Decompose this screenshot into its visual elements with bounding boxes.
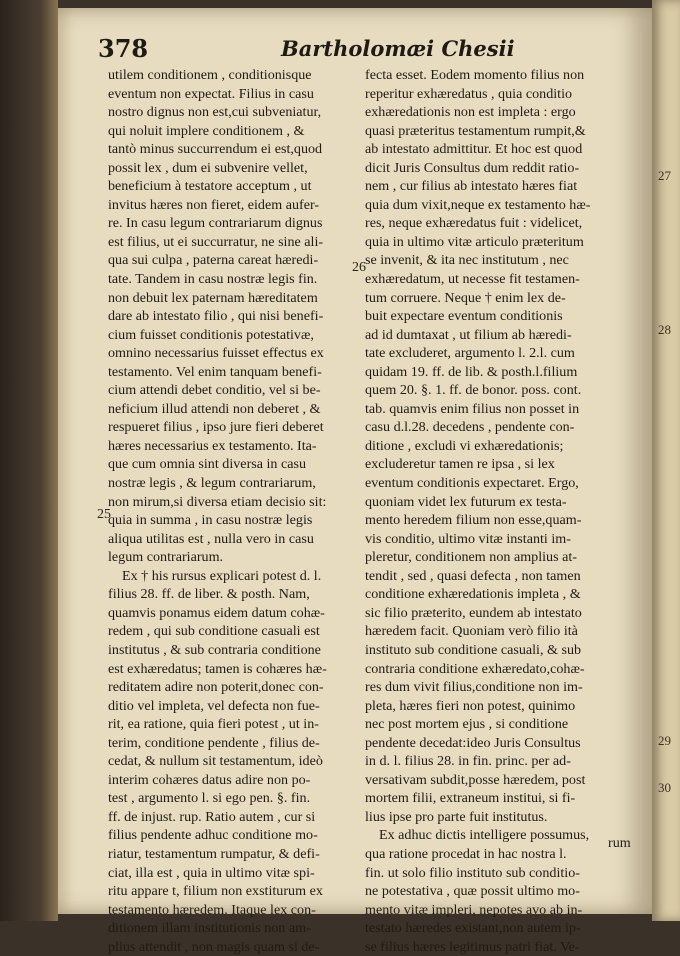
- text-line: res, neque exhæredatus fuit : videlicet,: [365, 215, 583, 232]
- text-line: ditione , excludi vi exhæredationis;: [365, 437, 564, 454]
- margin-number: 26: [352, 260, 366, 275]
- text-line: dicit Juris Consultus dum reddit ratio-: [365, 159, 580, 176]
- text-line: tendit , sed , quasi defecta , non tamen: [365, 567, 581, 584]
- text-line: quamvis ponamus eidem datum cohæ-: [108, 604, 325, 621]
- page-number: 378: [98, 34, 149, 63]
- text-line: tab. quamvis enim filius non posset in: [365, 400, 580, 417]
- text-line: reditatem adire non poterit,donec con-: [108, 679, 324, 696]
- text-line: ab intestato admittitur. Et hoc est quod: [365, 141, 583, 158]
- text-line: ff. de injust. rup. Ratio autem , cur si: [108, 808, 316, 825]
- text-line: test , argumento l. si ego pen. §. fin.: [108, 790, 311, 807]
- text-line: versativam subdit,posse hæredem, post: [365, 771, 586, 788]
- text-line: nostro dignus non est,cui subveniatur,: [108, 104, 322, 121]
- text-line: testato hæredes existant,non autem ip-: [365, 920, 581, 937]
- page-header: [98, 34, 568, 70]
- text-line: est exhæredatus; tamen is cohæres hæ-: [108, 660, 327, 677]
- text-line: eventum conditionis expectaret. Ergo,: [365, 475, 579, 492]
- text-line: tate excluderet, argumento l. 2.l. cum: [365, 345, 575, 362]
- text-line: eventum non expectat. Filius in casu: [108, 85, 314, 102]
- text-line: ditio vel impleta, vel defecta non fue-: [108, 697, 320, 714]
- text-line: ditionem illam institutionis non am-: [108, 920, 311, 937]
- catchword: rum: [608, 835, 631, 851]
- text-line: buit expectare eventum conditionis: [365, 308, 563, 325]
- text-line: fecta esset. Eodem momento filius non: [365, 67, 585, 83]
- text-line: tate. Tandem in casu nostræ legis fin.: [108, 271, 318, 288]
- text-line: Ex † his rursus explicari potest d. l.: [122, 567, 322, 584]
- margin-number: 25: [97, 507, 111, 522]
- text-line: pendente decedat:ideo Juris Consultus: [365, 734, 581, 751]
- text-line: quoniam videt lex futurum ex testa-: [365, 493, 567, 510]
- text-line: beneficium à testatore acceptum , ut: [108, 178, 312, 195]
- text-line: in d. l. filius 28. in fin. princ. per ad-: [365, 753, 571, 770]
- text-line: qua ratione procedat in hac nostra l.: [365, 845, 567, 862]
- text-line: mortem filii, extraneum institui, si fi-: [365, 790, 576, 807]
- text-line: non debuit lex paternam hæreditatem: [108, 289, 318, 306]
- text-line: reperitur exhæredatus , quia conditio: [365, 85, 573, 102]
- text-line: excluderetur tamen re ipsa , si lex: [365, 456, 555, 473]
- text-line: possit lex , dum ei subvenire vellet,: [108, 159, 308, 176]
- text-line: aliqua utilitas est , nulla vero in casu: [108, 530, 314, 547]
- text-line: vis conditio, ultimo vitæ instanti im-: [365, 530, 571, 547]
- right-column: [365, 66, 647, 956]
- text-line: ne potestativa , quæ possit ultimo mo-: [365, 883, 580, 900]
- text-line: utilem conditionem , conditionisque: [108, 67, 312, 83]
- text-line: tantò minus succurrendum ei est,quod: [108, 141, 323, 158]
- text-line: plius attendit , non magis quam si de-: [108, 938, 320, 955]
- side-number: 28: [658, 322, 671, 337]
- text-line: nec post mortem ejus , si conditione: [365, 716, 569, 733]
- text-line: conditione exhæredationis impleta , &: [365, 586, 581, 603]
- text-line: mento heredem filium non esse,quam-: [365, 512, 582, 529]
- text-line: respueret filius , ipso jure fieri deberet: [108, 419, 324, 436]
- text-line: pleta, hæres fieri non potest, quinimo: [365, 697, 576, 714]
- text-line: hæres necessarius ex testamento. Ita-: [108, 437, 317, 454]
- side-number: 29: [658, 733, 671, 748]
- text-line: se filius hæres legitimus patri fiat. Ve-: [365, 938, 580, 955]
- text-line: quia dum vixit,neque ex testamento hæ-: [365, 196, 591, 213]
- text-line: interim cohæres datus adire non po-: [108, 771, 311, 788]
- text-line: filius 28. ff. de liber. & posth. Nam,: [108, 586, 310, 603]
- text-line: se invenit, & ita nec institutum , nec: [365, 252, 569, 269]
- next-page-edge: [652, 0, 680, 921]
- text-line: ad id dumtaxat , ut filium ab hæredi-: [365, 326, 572, 343]
- book-spine-shadow: [0, 0, 58, 921]
- text-line: pleretur, conditionem non amplius at-: [365, 549, 577, 566]
- text-line: qui noluit implere conditionem , &: [108, 122, 305, 139]
- text-line: nem , cur filius ab intestato hæres fiat: [365, 178, 578, 195]
- text-line: filius pendente adhuc conditione mo-: [108, 827, 318, 844]
- text-line: tum corruere. Neque † enim lex de-: [365, 289, 566, 306]
- text-line: casu d.l.28. decedens , pendente con-: [365, 419, 575, 436]
- text-line: lius ipse pro parte fuit institutus.: [365, 808, 548, 825]
- side-number: 30: [658, 780, 671, 795]
- text-line: qua sui culpa , paterna careat hæredi-: [108, 252, 319, 269]
- left-column: [108, 66, 360, 956]
- side-number: 27: [658, 168, 671, 183]
- text-line: hæredem facit. Quoniam verò filio ità: [365, 623, 578, 640]
- text-line: redem , qui sub conditione casuali est: [108, 623, 320, 640]
- text-line: mento vitæ impleri, nepotes avo ab in-: [365, 901, 583, 918]
- text-line: rit, ea ratione, quia fieri potest , ut in-: [108, 716, 319, 733]
- text-line: quidam 19. ff. de lib. & posth.l.filium: [365, 363, 578, 380]
- text-line: non mirum,si diversa etiam decisio sit:: [108, 493, 327, 510]
- text-line: Ex adhuc dictis intelligere possumus,: [379, 827, 590, 844]
- text-line: instituto sub conditione casuali, & sub: [365, 641, 582, 658]
- text-line: cedat, & nullum sit testamentum, ideò: [108, 753, 323, 770]
- text-line: dare ab intestato filio , qui nisi benefi-: [108, 308, 324, 325]
- text-line: ciat, illa est , quia in ultimo vitæ spi-: [108, 864, 315, 881]
- text-line: est filius, ut ei succurratur, ne sine ali-: [108, 233, 324, 250]
- text-line: exhæredationis non est impleta : ergo: [365, 104, 576, 121]
- text-line: re. In casu legum contrariarum dignus: [108, 215, 323, 232]
- text-line: terim, conditione pendente , filius de-: [108, 734, 320, 751]
- text-line: riatur, testamentum rumpatur, & defi-: [108, 845, 320, 862]
- text-line: quia in summa , in casu nostræ legis: [108, 512, 313, 529]
- text-line: nostræ legis , & legum contrariarum,: [108, 475, 316, 492]
- text-line: testamento hæredem. Itaque lex con-: [108, 901, 316, 918]
- text-line: legum contrariarum.: [108, 549, 224, 566]
- text-line: cium fuisset conditionis potestativæ,: [108, 326, 314, 343]
- text-line: quem 20. §. 1. ff. de bonor. poss. cont.: [365, 382, 582, 399]
- text-line: neficium illud attendi non deberet , &: [108, 400, 321, 417]
- text-line: omnino necessarius fuisset effectus ex: [108, 345, 324, 362]
- text-line: testamento. Vel enim tanquam benefi-: [108, 363, 322, 380]
- text-line: contraria conditione exhæredato,cohæ-: [365, 660, 585, 677]
- text-line: fin. ut solo filio instituto sub conditio-: [365, 864, 580, 881]
- text-line: quasi præteritus testamentum rumpit,&: [365, 122, 586, 139]
- text-line: ritu appare t, filium non exstiturum ex: [108, 883, 323, 900]
- text-line: sic filio præterito, eundem ab intestato: [365, 604, 582, 621]
- text-line: invitus hæres non fieret, eidem aufer-: [108, 196, 320, 213]
- running-title: Bartholomæi Chesii: [281, 36, 515, 61]
- text-line: que cum omnia sint diversa in casu: [108, 456, 307, 473]
- text-line: institutus , & sub contraria conditione: [108, 641, 321, 658]
- text-line: quia in ultimo vitæ articulo præteritum: [365, 233, 584, 250]
- text-line: cium attendi debet conditio, vel si be-: [108, 382, 321, 399]
- text-line: exhæredatum, ut necesse fit testamen-: [365, 271, 580, 288]
- text-line: res dum vivit filius,conditione non im-: [365, 679, 583, 696]
